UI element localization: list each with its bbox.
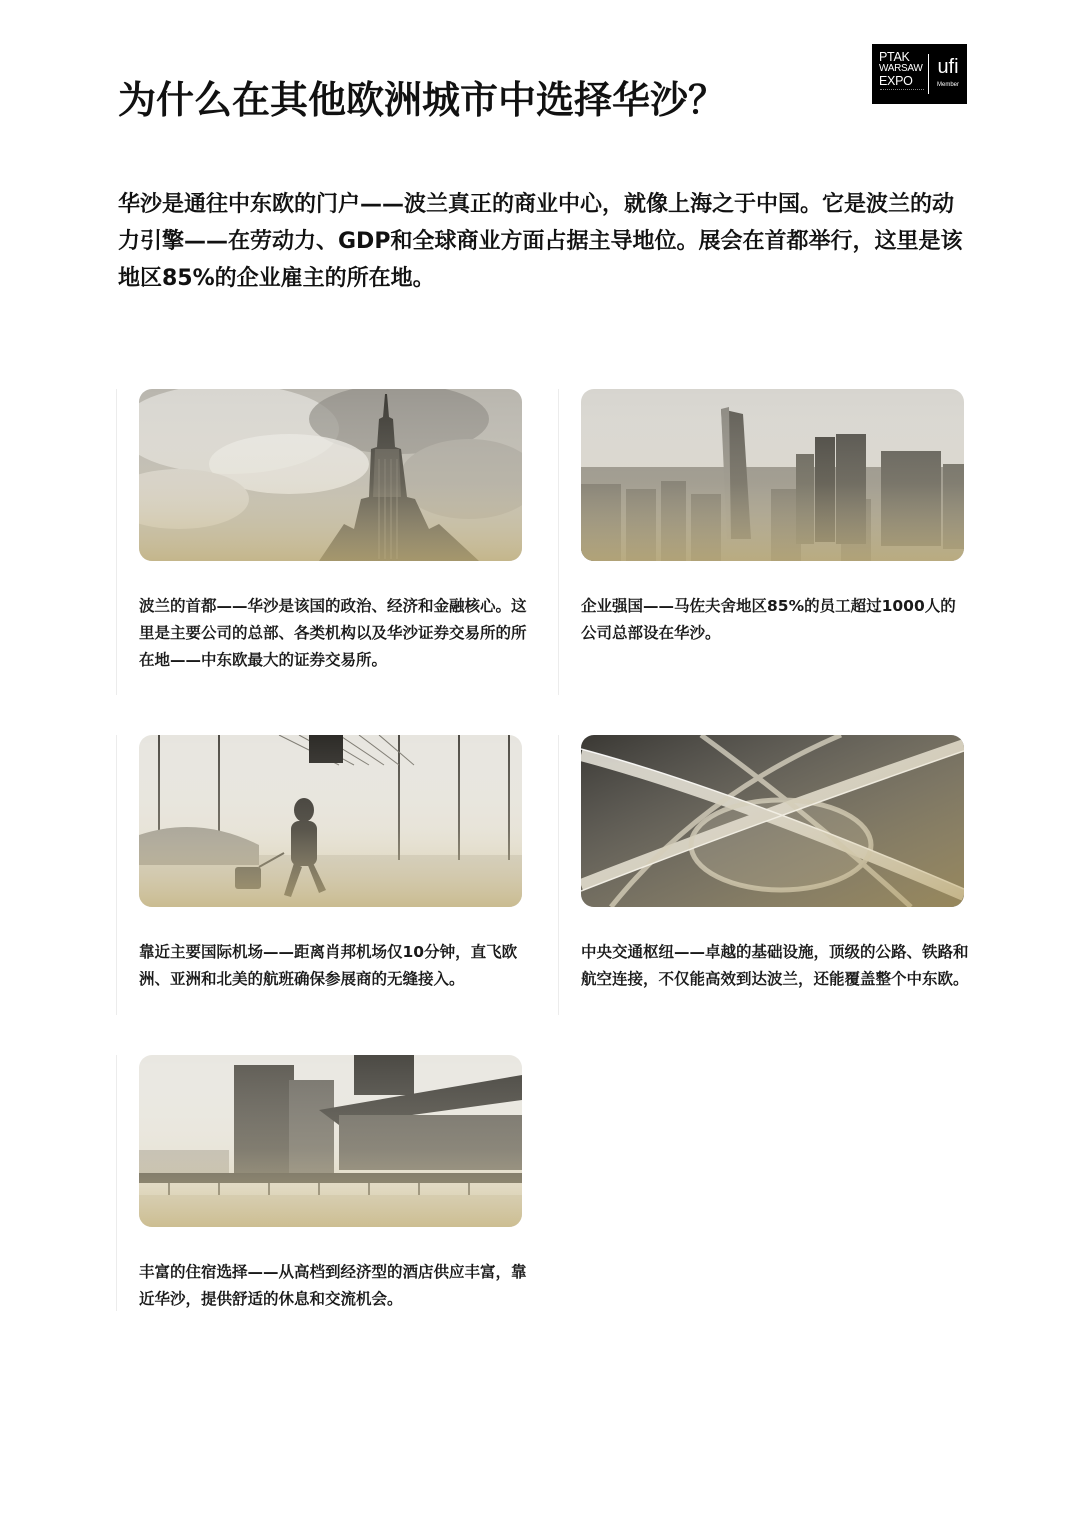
logo-ptak: PTAK bbox=[879, 50, 910, 64]
warsaw-skyline-photo bbox=[581, 389, 964, 561]
station-street-photo bbox=[139, 1055, 522, 1227]
logo-tagline-line bbox=[880, 89, 924, 92]
card-capital bbox=[116, 389, 527, 695]
ufi-member-label: Member bbox=[936, 82, 959, 88]
palace-of-culture-photo bbox=[139, 389, 522, 561]
page-title: 为什么在其他欧洲城市中选择华沙？ bbox=[118, 78, 727, 122]
ufi-wordmark: ufi bbox=[937, 56, 959, 78]
ptak-warsaw-expo-logo bbox=[872, 44, 967, 104]
highway-interchange-photo bbox=[581, 735, 964, 907]
card-transport-text: 中央交通枢纽——卓越的基础设施，顶级的公路、铁路和航空连接，不仅能高效到达波兰，还能覆盖整个中东欧。 bbox=[581, 943, 969, 988]
intro-paragraph: 华沙是通往中东欧的门户——波兰真正的商业中心，就像上海之于中国。它是波兰的动力引擎——在劳动力、GDP和全球商业方面占据主导地位。展会在首都举行，这里是该地区85%的企业雇主的所在地。 bbox=[118, 192, 963, 291]
palace-of-culture-image bbox=[139, 389, 522, 561]
ptak-wordmark bbox=[879, 51, 925, 87]
card-airport bbox=[116, 735, 517, 1015]
logo-expo: EXPO bbox=[879, 74, 913, 88]
airport-photo bbox=[139, 735, 522, 907]
station-street-image bbox=[139, 1055, 522, 1227]
card-airport-text: 靠近主要国际机场——距离肖邦机场仅10分钟，直飞欧洲、亚洲和北美的航班确保参展商的无缝接入。 bbox=[139, 943, 518, 988]
logo-divider bbox=[928, 54, 929, 94]
card-business bbox=[558, 389, 959, 695]
card-business-text: 企业强国——马佐夫舍地区85%的员工超过1000人的公司总部设在华沙。 bbox=[581, 597, 956, 642]
card-transport bbox=[558, 735, 969, 1015]
card-accommodation bbox=[116, 1055, 527, 1311]
highway-interchange-image bbox=[581, 735, 964, 907]
card-capital-text: 波兰的首都——华沙是该国的政治、经济和金融核心。这里是主要公司的总部、各类机构以及华沙证券交易所的所在地——中东欧最大的证券交易所。 bbox=[139, 597, 527, 669]
airport-image bbox=[139, 735, 522, 907]
warsaw-skyline-image bbox=[581, 389, 964, 561]
logo-warsaw: WARSAW bbox=[879, 63, 923, 74]
card-accommodation-text: 丰富的住宿选择——从高档到经济型的酒店供应丰富，靠近华沙，提供舒适的休息和交流机会。 bbox=[139, 1263, 527, 1308]
